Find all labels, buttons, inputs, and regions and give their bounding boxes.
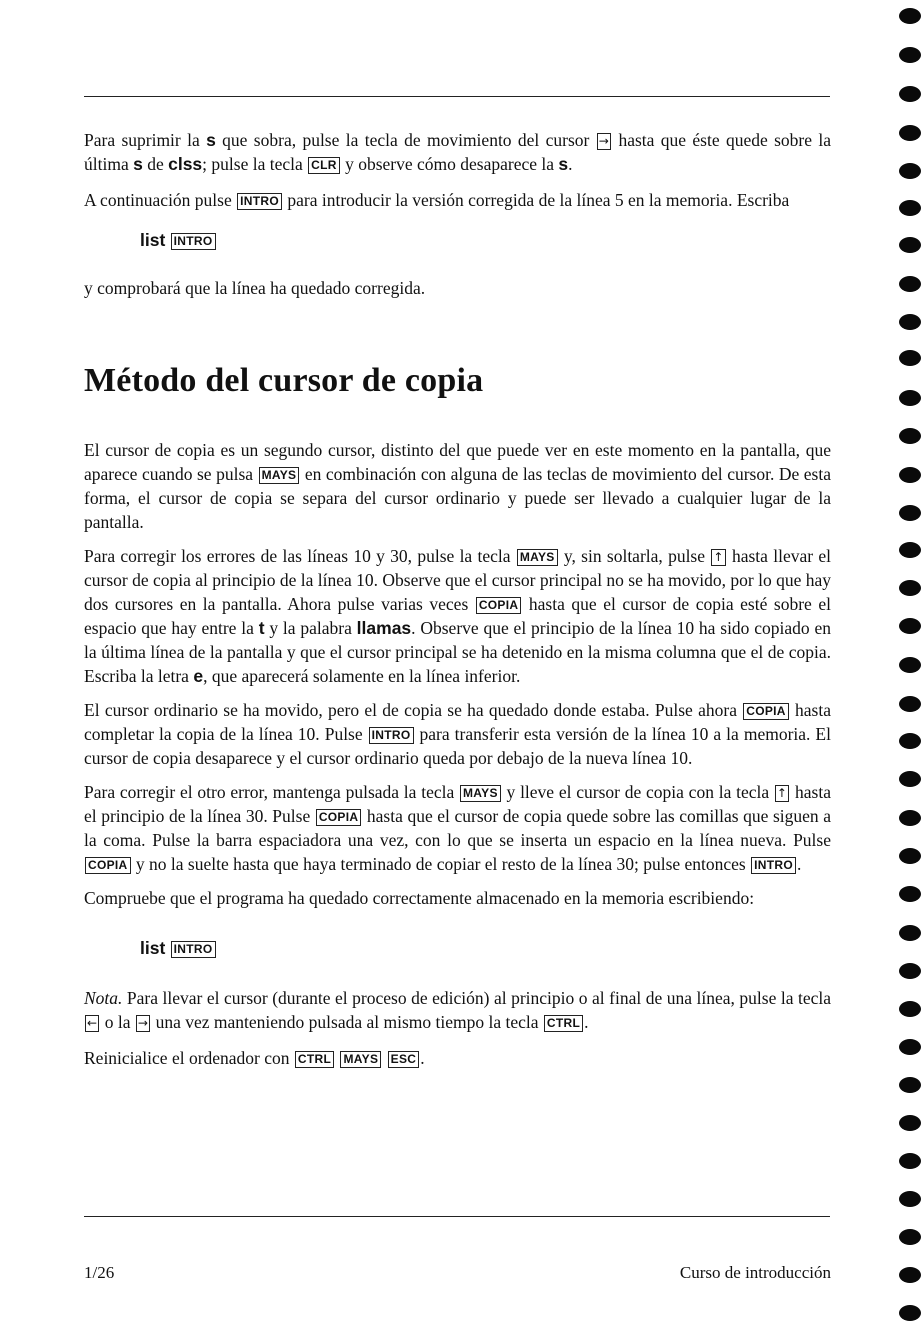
note-label: Nota. <box>84 988 123 1008</box>
key-ctrl: CTRL <box>544 1015 583 1032</box>
key-mays: MAYS <box>340 1051 381 1068</box>
key-up-arrow: ↑ <box>776 786 788 800</box>
binder-hole <box>899 1077 921 1093</box>
binder-hole <box>899 542 921 558</box>
paragraph-note: Nota. Para llevar el cursor (durante el proceso de edición) al principio o al final de una línea, pulse la tecla ← o la → una vez manteniendo pulsada al mismo tiempo la tecla CTRL . <box>84 988 831 1032</box>
paragraph-verify: y comprobará que la línea ha quedado corregida. <box>84 278 426 298</box>
page-content <box>84 128 831 1070</box>
key-ctrl: CTRL <box>295 1051 334 1068</box>
header-rule <box>84 96 830 97</box>
binder-hole <box>899 696 921 712</box>
key-mays: MAYS <box>460 785 501 802</box>
binder-hole <box>899 125 921 141</box>
paragraph-copy-cursor-intro: El cursor de copia es un segundo cursor, distinto del que puede ver en este momento en la pantalla, que aparece cuando se pulsa MAYS en combinación con alguna de las teclas de movimiento del cursor. De esta forma, el cursor de copia se separa del cursor ordinario y puede ser llevado a cualquier lugar de la pantalla. <box>84 440 831 532</box>
command-list-2 <box>84 936 831 960</box>
binder-hole <box>899 350 921 366</box>
binder-hole <box>899 1229 921 1245</box>
key-intro: INTRO <box>369 727 414 744</box>
command-word: list <box>140 938 166 958</box>
key-intro: INTRO <box>171 941 216 958</box>
key-copia: COPIA <box>316 809 362 826</box>
binder-hole <box>899 47 921 63</box>
keyword-e: e <box>193 666 204 686</box>
binder-hole <box>899 733 921 749</box>
binder-hole <box>899 163 921 179</box>
key-copia: COPIA <box>476 597 522 614</box>
key-up-arrow: ↑ <box>713 550 724 564</box>
binder-hole <box>899 505 921 521</box>
paragraph-ordinary-cursor: El cursor ordinario se ha movido, pero el de copia se ha quedado donde estaba. Pulse ahora COPIA hasta completar la copia de la línea 10. Pulse INTRO para transferir esta versión de la línea 10 a la memoria. El cursor de copia desaparece y el cursor ordinario queda por debajo de la nueva línea 10. <box>84 700 831 768</box>
key-left-arrow: ← <box>87 1016 98 1030</box>
key-copia: COPIA <box>85 857 131 874</box>
page-number: 1/26 <box>84 1263 115 1282</box>
key-esc: ESC <box>388 1051 420 1068</box>
keyword-s: s <box>558 154 569 174</box>
binder-hole <box>899 1039 921 1055</box>
key-intro: INTRO <box>751 857 796 874</box>
key-copia: COPIA <box>743 703 789 720</box>
paragraph-reset: Reinicialice el ordenador con CTRL MAYS ESC . <box>84 1048 425 1068</box>
footer-rule <box>84 1216 830 1217</box>
paragraph-other-error: Para corregir el otro error, mantenga pulsada la tecla MAYS y lleve el cursor de copia con la tecla ↑ hasta el principio de la línea 30. Pulse COPIA hasta que el cursor de copia quede sobre las comillas que siguen a la coma. Pulse la barra espaciadora una vez, con lo que se inserta un espacio en la línea nueva. Pulse COPIA y no la suelte hasta que haya terminado de copiar el resto de la línea 30; pulse entonces INTRO . <box>84 782 831 874</box>
binder-hole <box>899 1115 921 1131</box>
keyword-s: s <box>206 130 216 150</box>
binder-hole <box>899 200 921 216</box>
section-heading: Método del cursor de copia <box>84 362 484 399</box>
binder-hole <box>899 925 921 941</box>
binder-hole <box>899 963 921 979</box>
keyword-llamas: llamas <box>356 618 412 638</box>
binder-hole <box>899 276 921 292</box>
binder-holes <box>896 0 924 1334</box>
key-right-arrow: → <box>598 134 610 148</box>
key-mays: MAYS <box>259 467 300 484</box>
key-clr: CLR <box>308 157 340 174</box>
binder-hole <box>899 771 921 787</box>
binder-hole <box>899 467 921 483</box>
paragraph-delete-char: Para suprimir la s que sobra, pulse la tecla de movimiento del cursor → hasta que éste quede sobre la última s de clss; pulse la tecla CLR y observe cómo desaparece la s. <box>84 130 831 174</box>
paragraph-correct-errors: Para corregir los errores de las líneas 10 y 30, pulse la tecla MAYS y, sin soltarla, pulse ↑ hasta llevar el cursor de copia al principio de la línea 10. Observe que el cursor principal no se ha movido, por lo que hay dos cursores en la pantalla. Ahora pulse varias veces COPIA hasta que el cursor de copia esté sobre el espacio que hay entre la t y la palabra llamas. Observe que el principio de la línea 10 ha sido copiado en la última línea de la pantalla y que el cursor principal se ha detenido en la misma columna que el de copia. Escriba la letra e, que aparecerá solamente en la línea inferior. <box>84 546 831 686</box>
paragraph-intro-version: A continuación pulse INTRO para introducir la versión corregida de la línea 5 en la memoria. Escriba <box>84 190 790 210</box>
binder-hole <box>899 618 921 634</box>
keyword-t: t <box>258 618 265 638</box>
binder-hole <box>899 86 921 102</box>
running-footer-title: Curso de introducción <box>679 1263 831 1282</box>
binder-hole <box>899 1267 921 1283</box>
binder-hole <box>899 428 921 444</box>
command-word: list <box>140 230 166 250</box>
paragraph-check-program: Compruebe que el programa ha quedado correctamente almacenado en la memoria escribiendo: <box>84 888 755 908</box>
binder-hole <box>899 1001 921 1017</box>
binder-hole <box>899 390 921 406</box>
binder-hole <box>899 657 921 673</box>
keyword-clss: clss <box>168 154 203 174</box>
binder-hole <box>899 8 921 24</box>
binder-hole <box>899 1153 921 1169</box>
key-intro: INTRO <box>171 233 216 250</box>
binder-hole <box>899 810 921 826</box>
binder-hole <box>899 848 921 864</box>
key-intro: INTRO <box>237 193 282 210</box>
binder-hole <box>899 1191 921 1207</box>
key-right-arrow: → <box>137 1016 149 1030</box>
binder-hole <box>899 237 921 253</box>
key-mays: MAYS <box>517 549 558 566</box>
binder-hole <box>899 886 921 902</box>
command-list-1 <box>84 228 831 252</box>
binder-hole <box>899 1305 921 1321</box>
binder-hole <box>899 580 921 596</box>
binder-hole <box>899 314 921 330</box>
keyword-s: s <box>133 154 143 174</box>
